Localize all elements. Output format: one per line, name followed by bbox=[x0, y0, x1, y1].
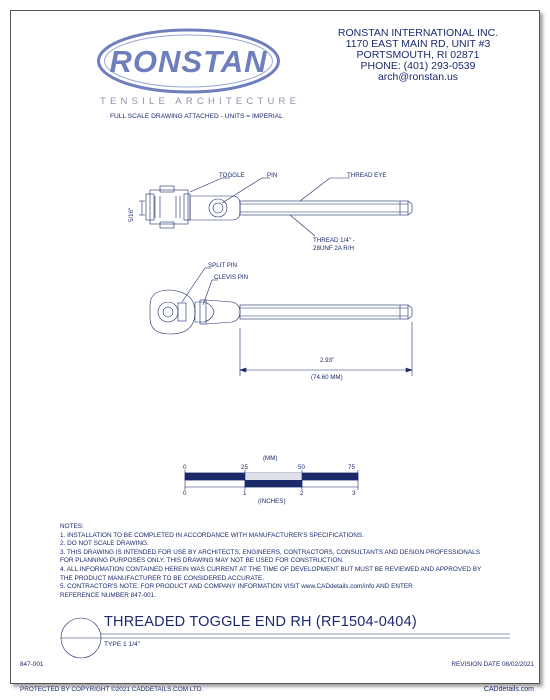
scale-mm-label: (MM) bbox=[263, 455, 278, 462]
drawing-type: TYPE 1 1/4" bbox=[104, 641, 141, 648]
toggle-top-view bbox=[139, 178, 412, 236]
scale-in-tick-2: 2 bbox=[300, 490, 304, 497]
label-split-pin: SPLIT PIN bbox=[208, 262, 238, 269]
scale-in-tick-1: 1 bbox=[243, 490, 247, 497]
logo-text: RONSTAN bbox=[109, 44, 268, 79]
company-phone: PHONE: (401) 293-0539 bbox=[360, 60, 476, 72]
label-thread-eye: THREAD EYE bbox=[347, 172, 387, 179]
scale-mm-tick-25: 25 bbox=[241, 464, 248, 471]
label-thread-spec-2: 28UNF 2A R/H bbox=[313, 245, 354, 252]
reference-number: 847-001 bbox=[20, 661, 44, 668]
scale-note: FULL SCALE DRAWING ATTACHED - UNITS = IMPERIAL bbox=[110, 113, 283, 120]
label-length-mm: (74.60 MM) bbox=[311, 374, 343, 381]
label-thread-spec-1: THREAD 1/4" - bbox=[313, 237, 355, 244]
company-name: RONSTAN INTERNATIONAL INC. bbox=[337, 27, 499, 39]
scale-in-tick-0: 0 bbox=[183, 490, 187, 497]
note-line: FOR PLANNING PURPOSES ONLY. THIS DRAWING MAY NOT BE USED FOR CONSTRUCTION. bbox=[60, 557, 344, 565]
scale-in-label: (INCHES) bbox=[258, 498, 286, 505]
label-pin: PIN bbox=[267, 172, 278, 179]
note-line: 4. ALL INFORMATION CONTAINED HEREIN WAS CURRENT AT THE TIME OF DEVELOPMENT BUT MUST BE REVIEWED AND APPROVED BY bbox=[60, 565, 482, 573]
company-city: PORTSMOUTH, RI 02871 bbox=[356, 49, 480, 61]
note-line: 2. DO NOT SCALE DRAWING. bbox=[60, 540, 149, 548]
scale-mm-tick-50: 50 bbox=[298, 464, 305, 471]
note-line: 5. CONTRACTOR'S NOTE: FOR PRODUCT AND COMPANY INFORMATION VISIT www.CADdetails.com/info AND ENTER bbox=[60, 583, 413, 591]
scale-mm-tick-0: 0 bbox=[183, 464, 187, 471]
graphic-scale bbox=[185, 470, 358, 490]
company-email: arch@ronstan.us bbox=[377, 71, 459, 83]
toggle-side-view bbox=[150, 268, 412, 376]
notes-block bbox=[60, 523, 500, 600]
scale-mm-tick-75: 75 bbox=[348, 464, 355, 471]
revision-date: REVISION DATE 08/02/2021 bbox=[451, 661, 534, 668]
notes-heading: NOTES: bbox=[60, 523, 84, 530]
note-line: 3. THIS DRAWING IS INTENDED FOR USE BY ARCHITECTS, ENGINEERS, CONTRACTORS, CONSULTANTS AND DESIGN PROFESSIONALS bbox=[60, 548, 480, 556]
company-street: 1170 EAST MAIN RD, UNIT #3 bbox=[345, 38, 491, 50]
label-toggle: TOGGLE bbox=[219, 172, 245, 179]
site-link[interactable]: CADdetails.com bbox=[483, 686, 534, 693]
scale-in-tick-3: 3 bbox=[352, 490, 356, 497]
label-length-inches: 2.93" bbox=[320, 357, 335, 364]
label-clevis-pin: CLEVIS PIN bbox=[214, 274, 249, 281]
note-line: REFERENCE NUMBER 847-001. bbox=[60, 591, 156, 599]
note-line: 1. INSTALLATION TO BE COMPLETED IN ACCORDANCE WITH MANUFACTURER'S SPECIFICATIONS. bbox=[60, 531, 364, 539]
copyright: PROTECTED BY COPYRIGHT ©2021 CADDETAILS.COM LTD. bbox=[20, 686, 204, 693]
logo-tagline: TENSILE ARCHITECTURE bbox=[100, 96, 301, 107]
drawing-title: THREADED TOGGLE END RH (RF1504-0404) bbox=[104, 614, 417, 630]
label-height-dim: 5/16" bbox=[128, 207, 135, 222]
note-line: THE PRODUCT MANUFACTURER TO BE CONSIDERED ACCURATE. bbox=[60, 574, 265, 582]
